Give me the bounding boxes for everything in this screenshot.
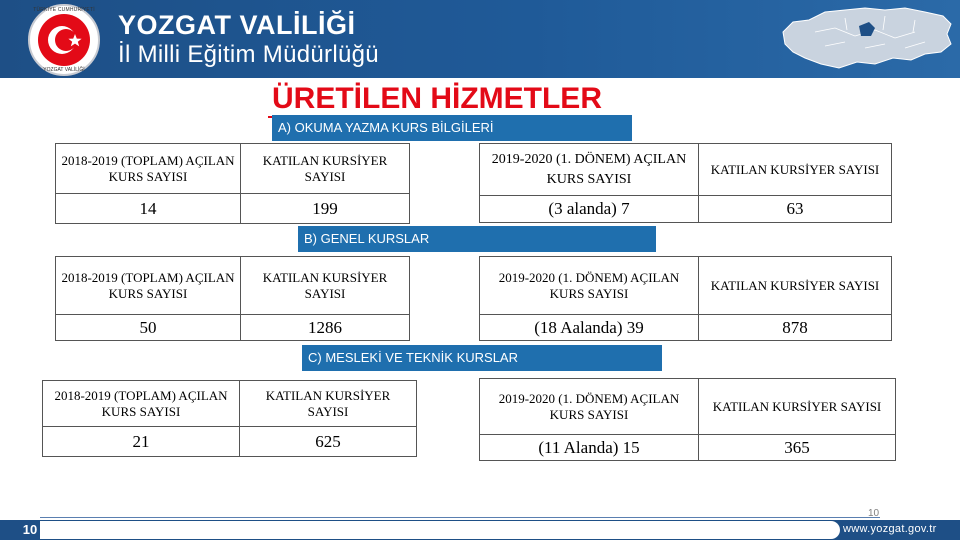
header-cell: KATILAN KURSİYER SAYISI bbox=[241, 257, 410, 315]
value-cell: 21 bbox=[43, 427, 240, 457]
header-cell: KATILAN KURSİYER SAYISI bbox=[241, 144, 410, 194]
header-cell: 2018-2019 (TOPLAM) AÇILAN KURS SAYISI bbox=[56, 144, 241, 194]
website-url[interactable]: www.yozgat.gov.tr bbox=[843, 523, 937, 535]
section-c-header: C) MESLEKİ VE TEKNİK KURSLAR bbox=[302, 345, 662, 371]
value-cell: 878 bbox=[699, 315, 892, 341]
header-cell: KATILAN KURSİYER SAYISI bbox=[699, 144, 892, 196]
value-cell: (18 Aalanda) 39 bbox=[480, 315, 699, 341]
table-c-right bbox=[479, 378, 896, 461]
header-subtitle: İl Milli Eğitim Müdürlüğü bbox=[118, 41, 379, 68]
page-number: 10 bbox=[22, 522, 38, 537]
value-cell: 199 bbox=[241, 194, 410, 224]
slide-number-small: 10 bbox=[868, 508, 880, 519]
header-cell: KATILAN KURSİYER SAYISI bbox=[699, 379, 896, 435]
value-cell: (3 alanda) 7 bbox=[480, 196, 699, 223]
header-cell: 2018-2019 (TOPLAM) AÇILAN KURS SAYISI bbox=[43, 381, 240, 427]
turkey-map-icon bbox=[775, 2, 955, 74]
header-cell: 2019-2020 (1. DÖNEM) AÇILAN KURS SAYISI bbox=[480, 257, 699, 315]
header-cell: KATILAN KURSİYER SAYISI bbox=[699, 257, 892, 315]
page-title: ÜRETİLEN HİZMETLER bbox=[272, 82, 602, 115]
value-cell: 63 bbox=[699, 196, 892, 223]
footer-divider bbox=[40, 517, 880, 518]
section-a-header: A) OKUMA YAZMA KURS BİLGİLERİ bbox=[272, 115, 632, 141]
header-title: YOZGAT VALİLİĞİ bbox=[118, 10, 356, 40]
header-cell: 2019-2020 (1. DÖNEM) AÇILAN KURS SAYISI bbox=[480, 379, 699, 435]
crescent-star-icon bbox=[38, 14, 90, 66]
value-cell: 365 bbox=[699, 435, 896, 461]
table-a-left bbox=[55, 143, 410, 224]
header-cell: 2018-2019 (TOPLAM) AÇILAN KURS SAYISI bbox=[56, 257, 241, 315]
value-cell: (11 Alanda) 15 bbox=[480, 435, 699, 461]
table-a-right bbox=[479, 143, 892, 223]
value-cell: 50 bbox=[56, 315, 241, 341]
value-cell: 14 bbox=[56, 194, 241, 224]
table-b-left bbox=[55, 256, 410, 341]
footer-white-strip bbox=[40, 521, 840, 539]
header-cell: KATILAN KURSİYER SAYISI bbox=[240, 381, 417, 427]
logo-text-top: TÜRKİYE CUMHURİYETİ bbox=[33, 7, 95, 13]
logo-red-disc bbox=[38, 14, 90, 66]
table-b-right bbox=[479, 256, 892, 341]
valilik-logo bbox=[28, 4, 100, 76]
logo-text-bottom: YOZGAT VALİLİĞİ bbox=[43, 67, 85, 73]
table-c-left bbox=[42, 380, 417, 457]
header-cell: 2019-2020 (1. DÖNEM) AÇILAN KURS SAYISI bbox=[480, 144, 699, 196]
value-cell: 1286 bbox=[241, 315, 410, 341]
value-cell: 625 bbox=[240, 427, 417, 457]
header-bar bbox=[0, 0, 960, 78]
section-b-header: B) GENEL KURSLAR bbox=[298, 226, 656, 252]
